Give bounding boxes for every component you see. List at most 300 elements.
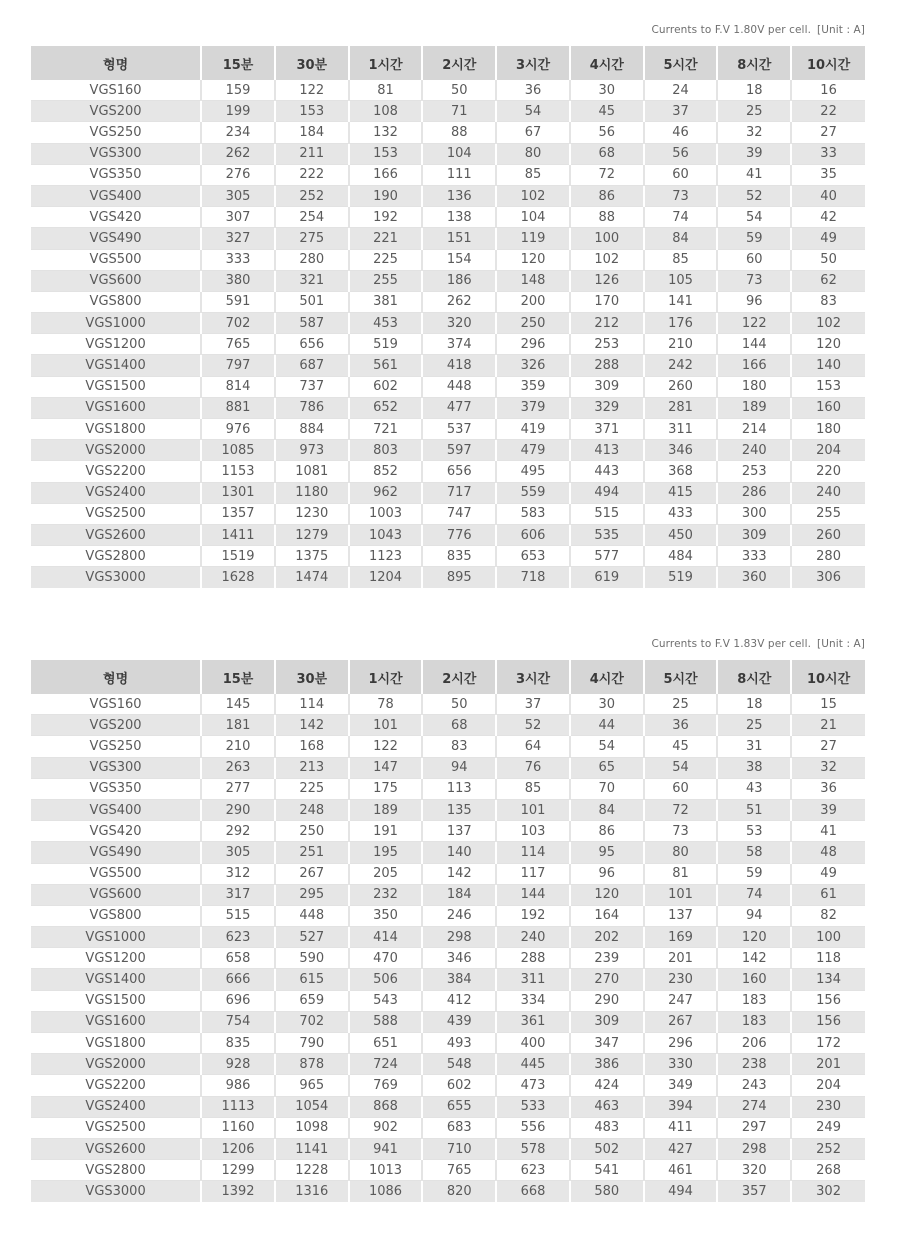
current-cell: 577 xyxy=(570,546,644,567)
caption-text: Currents to F.V 1.83V per cell. xyxy=(651,638,812,650)
current-cell: 35 xyxy=(791,164,865,185)
current-cell: 88 xyxy=(570,207,644,228)
current-cell: 973 xyxy=(275,440,349,461)
unit-label: [Unit : A] xyxy=(817,638,865,650)
model-cell: VGS2200 xyxy=(31,1075,201,1096)
current-cell: 232 xyxy=(349,884,423,905)
model-cell: VGS350 xyxy=(31,164,201,185)
table-row xyxy=(31,821,865,842)
table-row xyxy=(31,80,865,101)
current-cell: 559 xyxy=(496,482,570,503)
current-cell: 852 xyxy=(349,461,423,482)
current-cell: 327 xyxy=(201,228,275,249)
model-cell: VGS1500 xyxy=(31,990,201,1011)
current-cell: 154 xyxy=(422,249,496,270)
current-cell: 96 xyxy=(717,291,791,312)
current-cell: 737 xyxy=(275,376,349,397)
current-cell: 60 xyxy=(644,164,718,185)
current-cell: 895 xyxy=(422,567,496,588)
current-cell: 104 xyxy=(496,207,570,228)
current-cell: 548 xyxy=(422,1054,496,1075)
current-cell: 519 xyxy=(644,567,718,588)
column-header-duration: 10시간 xyxy=(791,660,865,694)
current-cell: 368 xyxy=(644,461,718,482)
current-cell: 347 xyxy=(570,1033,644,1054)
current-cell: 76 xyxy=(496,757,570,778)
current-cell: 1299 xyxy=(201,1160,275,1181)
current-cell: 243 xyxy=(717,1075,791,1096)
current-cell: 668 xyxy=(496,1181,570,1202)
current-cell: 144 xyxy=(717,334,791,355)
current-cell: 156 xyxy=(791,990,865,1011)
current-cell: 240 xyxy=(496,927,570,948)
current-cell: 835 xyxy=(422,546,496,567)
current-cell: 250 xyxy=(496,313,570,334)
current-cell: 56 xyxy=(644,143,718,164)
current-cell: 606 xyxy=(496,524,570,545)
current-cell: 445 xyxy=(496,1054,570,1075)
table-header-row xyxy=(31,660,865,694)
current-cell: 36 xyxy=(644,715,718,736)
current-cell: 754 xyxy=(201,1011,275,1032)
model-cell: VGS500 xyxy=(31,249,201,270)
current-cell: 120 xyxy=(791,334,865,355)
current-cell: 439 xyxy=(422,1011,496,1032)
model-cell: VGS400 xyxy=(31,799,201,820)
current-cell: 73 xyxy=(717,270,791,291)
table-row xyxy=(31,524,865,545)
current-cell: 102 xyxy=(570,249,644,270)
current-cell: 53 xyxy=(717,821,791,842)
current-cell: 473 xyxy=(496,1075,570,1096)
current-cell: 884 xyxy=(275,419,349,440)
current-cell: 659 xyxy=(275,990,349,1011)
current-cell: 70 xyxy=(570,778,644,799)
current-cell: 82 xyxy=(791,905,865,926)
current-cell: 72 xyxy=(570,164,644,185)
current-cell: 137 xyxy=(422,821,496,842)
current-cell: 136 xyxy=(422,185,496,206)
current-cell: 242 xyxy=(644,355,718,376)
current-cell: 159 xyxy=(201,80,275,101)
current-cell: 260 xyxy=(791,524,865,545)
current-cell: 65 xyxy=(570,757,644,778)
table-row xyxy=(31,503,865,524)
current-cell: 137 xyxy=(644,905,718,926)
current-cell: 718 xyxy=(496,567,570,588)
current-cell: 587 xyxy=(275,313,349,334)
current-cell: 976 xyxy=(201,419,275,440)
current-cell: 450 xyxy=(644,524,718,545)
column-header-duration: 2시간 xyxy=(422,46,496,80)
current-cell: 138 xyxy=(422,207,496,228)
current-cell: 619 xyxy=(570,567,644,588)
current-cell: 16 xyxy=(791,80,865,101)
current-cell: 580 xyxy=(570,1181,644,1202)
current-cell: 37 xyxy=(644,101,718,122)
current-cell: 1003 xyxy=(349,503,423,524)
current-cell: 578 xyxy=(496,1138,570,1159)
model-cell: VGS160 xyxy=(31,80,201,101)
current-cell: 1081 xyxy=(275,461,349,482)
current-cell: 240 xyxy=(717,440,791,461)
current-cell: 52 xyxy=(717,185,791,206)
current-cell: 81 xyxy=(644,863,718,884)
current-cell: 288 xyxy=(570,355,644,376)
current-cell: 214 xyxy=(717,419,791,440)
current-cell: 189 xyxy=(349,799,423,820)
current-cell: 222 xyxy=(275,164,349,185)
current-cell: 1098 xyxy=(275,1117,349,1138)
current-cell: 658 xyxy=(201,948,275,969)
current-cell: 83 xyxy=(422,736,496,757)
current-cell: 1228 xyxy=(275,1160,349,1181)
model-cell: VGS250 xyxy=(31,736,201,757)
current-cell: 591 xyxy=(201,291,275,312)
table-row xyxy=(31,291,865,312)
current-cell: 533 xyxy=(496,1096,570,1117)
model-cell: VGS350 xyxy=(31,778,201,799)
current-cell: 797 xyxy=(201,355,275,376)
current-cell: 298 xyxy=(717,1138,791,1159)
current-cell: 543 xyxy=(349,990,423,1011)
current-cell: 212 xyxy=(570,313,644,334)
model-cell: VGS300 xyxy=(31,757,201,778)
current-cell: 280 xyxy=(275,249,349,270)
model-cell: VGS1600 xyxy=(31,397,201,418)
current-cell: 39 xyxy=(791,799,865,820)
current-cell: 288 xyxy=(496,948,570,969)
current-cell: 1054 xyxy=(275,1096,349,1117)
current-cell: 320 xyxy=(717,1160,791,1181)
current-cell: 769 xyxy=(349,1075,423,1096)
current-cell: 201 xyxy=(644,948,718,969)
current-cell: 86 xyxy=(570,821,644,842)
current-cell: 31 xyxy=(717,736,791,757)
model-cell: VGS420 xyxy=(31,821,201,842)
current-cell: 270 xyxy=(570,969,644,990)
current-cell: 120 xyxy=(570,884,644,905)
current-cell: 419 xyxy=(496,419,570,440)
table-row xyxy=(31,143,865,164)
current-cell: 72 xyxy=(644,799,718,820)
current-cell: 835 xyxy=(201,1033,275,1054)
current-cell: 32 xyxy=(791,757,865,778)
current-cell: 346 xyxy=(422,948,496,969)
current-cell: 239 xyxy=(570,948,644,969)
current-cell: 333 xyxy=(201,249,275,270)
current-cell: 151 xyxy=(422,228,496,249)
current-cell: 49 xyxy=(791,863,865,884)
model-cell: VGS800 xyxy=(31,905,201,926)
model-cell: VGS2400 xyxy=(31,1096,201,1117)
current-cell: 384 xyxy=(422,969,496,990)
current-cell: 306 xyxy=(791,567,865,588)
current-cell: 246 xyxy=(422,905,496,926)
table-row xyxy=(31,1181,865,1202)
current-cell: 277 xyxy=(201,778,275,799)
table-row xyxy=(31,736,865,757)
model-cell: VGS1400 xyxy=(31,355,201,376)
current-cell: 36 xyxy=(496,80,570,101)
model-cell: VGS2500 xyxy=(31,503,201,524)
current-cell: 172 xyxy=(791,1033,865,1054)
current-cell: 108 xyxy=(349,101,423,122)
model-cell: VGS490 xyxy=(31,228,201,249)
current-cell: 527 xyxy=(275,927,349,948)
current-cell: 653 xyxy=(496,546,570,567)
current-cell: 60 xyxy=(717,249,791,270)
model-cell: VGS800 xyxy=(31,291,201,312)
current-cell: 102 xyxy=(496,185,570,206)
current-cell: 101 xyxy=(349,715,423,736)
current-cell: 535 xyxy=(570,524,644,545)
current-cell: 73 xyxy=(644,821,718,842)
current-cell: 32 xyxy=(717,122,791,143)
current-cell: 142 xyxy=(275,715,349,736)
current-cell: 30 xyxy=(570,694,644,715)
current-cell: 160 xyxy=(791,397,865,418)
current-cell: 255 xyxy=(349,270,423,291)
current-cell: 359 xyxy=(496,376,570,397)
current-cell: 186 xyxy=(422,270,496,291)
model-cell: VGS1800 xyxy=(31,1033,201,1054)
current-cell: 50 xyxy=(422,80,496,101)
discharge-table-1-83v xyxy=(31,634,865,1202)
current-cell: 361 xyxy=(496,1011,570,1032)
current-cell: 349 xyxy=(644,1075,718,1096)
current-cell: 104 xyxy=(422,143,496,164)
current-cell: 1474 xyxy=(275,567,349,588)
current-cell: 292 xyxy=(201,821,275,842)
current-cell: 413 xyxy=(570,440,644,461)
table-row xyxy=(31,799,865,820)
current-cell: 274 xyxy=(717,1096,791,1117)
current-cell: 878 xyxy=(275,1054,349,1075)
current-cell: 46 xyxy=(644,122,718,143)
current-cell: 275 xyxy=(275,228,349,249)
column-header-model: 형명 xyxy=(31,660,201,694)
table-row xyxy=(31,546,865,567)
current-cell: 461 xyxy=(644,1160,718,1181)
current-cell: 263 xyxy=(201,757,275,778)
current-cell: 519 xyxy=(349,334,423,355)
current-cell: 255 xyxy=(791,503,865,524)
current-cell: 868 xyxy=(349,1096,423,1117)
current-cell: 83 xyxy=(791,291,865,312)
current-cell: 18 xyxy=(717,80,791,101)
current-table xyxy=(31,46,865,588)
model-cell: VGS3000 xyxy=(31,1181,201,1202)
current-cell: 56 xyxy=(570,122,644,143)
current-cell: 501 xyxy=(275,291,349,312)
current-cell: 144 xyxy=(496,884,570,905)
current-cell: 556 xyxy=(496,1117,570,1138)
current-cell: 1013 xyxy=(349,1160,423,1181)
current-cell: 305 xyxy=(201,842,275,863)
current-cell: 386 xyxy=(570,1054,644,1075)
table-caption xyxy=(31,634,865,660)
current-cell: 33 xyxy=(791,143,865,164)
current-cell: 166 xyxy=(349,164,423,185)
current-cell: 541 xyxy=(570,1160,644,1181)
table-row xyxy=(31,397,865,418)
current-cell: 220 xyxy=(791,461,865,482)
model-cell: VGS300 xyxy=(31,143,201,164)
current-cell: 84 xyxy=(644,228,718,249)
current-cell: 1204 xyxy=(349,567,423,588)
table-row xyxy=(31,185,865,206)
column-header-duration: 5시간 xyxy=(644,660,718,694)
model-cell: VGS2500 xyxy=(31,1117,201,1138)
current-cell: 411 xyxy=(644,1117,718,1138)
current-cell: 307 xyxy=(201,207,275,228)
table-row xyxy=(31,948,865,969)
current-cell: 54 xyxy=(496,101,570,122)
current-cell: 190 xyxy=(349,185,423,206)
current-cell: 687 xyxy=(275,355,349,376)
table-row xyxy=(31,715,865,736)
current-cell: 962 xyxy=(349,482,423,503)
current-cell: 250 xyxy=(275,821,349,842)
column-header-duration: 5시간 xyxy=(644,46,718,80)
table-row xyxy=(31,334,865,355)
current-cell: 25 xyxy=(644,694,718,715)
current-cell: 153 xyxy=(349,143,423,164)
current-cell: 51 xyxy=(717,799,791,820)
table-row xyxy=(31,1075,865,1096)
current-cell: 176 xyxy=(644,313,718,334)
current-cell: 494 xyxy=(570,482,644,503)
current-cell: 183 xyxy=(717,990,791,1011)
current-cell: 105 xyxy=(644,270,718,291)
current-cell: 346 xyxy=(644,440,718,461)
current-cell: 74 xyxy=(644,207,718,228)
model-cell: VGS1600 xyxy=(31,1011,201,1032)
current-cell: 477 xyxy=(422,397,496,418)
current-cell: 25 xyxy=(717,101,791,122)
table-row xyxy=(31,270,865,291)
current-cell: 156 xyxy=(791,1011,865,1032)
current-cell: 597 xyxy=(422,440,496,461)
current-cell: 276 xyxy=(201,164,275,185)
model-cell: VGS400 xyxy=(31,185,201,206)
current-cell: 42 xyxy=(791,207,865,228)
table-row xyxy=(31,1117,865,1138)
current-cell: 424 xyxy=(570,1075,644,1096)
current-cell: 561 xyxy=(349,355,423,376)
model-cell: VGS1400 xyxy=(31,969,201,990)
current-cell: 298 xyxy=(422,927,496,948)
current-cell: 412 xyxy=(422,990,496,1011)
current-cell: 1153 xyxy=(201,461,275,482)
current-cell: 122 xyxy=(717,313,791,334)
model-cell: VGS600 xyxy=(31,884,201,905)
current-cell: 666 xyxy=(201,969,275,990)
current-cell: 164 xyxy=(570,905,644,926)
table-row xyxy=(31,863,865,884)
current-cell: 1279 xyxy=(275,524,349,545)
current-cell: 453 xyxy=(349,313,423,334)
table-row xyxy=(31,990,865,1011)
model-cell: VGS3000 xyxy=(31,567,201,588)
current-cell: 202 xyxy=(570,927,644,948)
current-cell: 321 xyxy=(275,270,349,291)
current-cell: 230 xyxy=(644,969,718,990)
current-cell: 311 xyxy=(496,969,570,990)
current-cell: 652 xyxy=(349,397,423,418)
current-cell: 134 xyxy=(791,969,865,990)
current-cell: 286 xyxy=(717,482,791,503)
current-cell: 85 xyxy=(644,249,718,270)
current-cell: 414 xyxy=(349,927,423,948)
current-cell: 60 xyxy=(644,778,718,799)
current-cell: 74 xyxy=(717,884,791,905)
current-cell: 68 xyxy=(422,715,496,736)
column-header-duration: 30분 xyxy=(275,660,349,694)
current-cell: 655 xyxy=(422,1096,496,1117)
current-cell: 651 xyxy=(349,1033,423,1054)
current-cell: 238 xyxy=(717,1054,791,1075)
current-cell: 80 xyxy=(496,143,570,164)
current-cell: 380 xyxy=(201,270,275,291)
current-cell: 15 xyxy=(791,694,865,715)
current-cell: 48 xyxy=(791,842,865,863)
current-cell: 210 xyxy=(644,334,718,355)
current-cell: 1375 xyxy=(275,546,349,567)
column-header-duration: 4시간 xyxy=(570,46,644,80)
current-cell: 1519 xyxy=(201,546,275,567)
current-cell: 1043 xyxy=(349,524,423,545)
table-row xyxy=(31,164,865,185)
current-cell: 374 xyxy=(422,334,496,355)
table-caption xyxy=(31,20,865,46)
column-header-duration: 3시간 xyxy=(496,46,570,80)
current-cell: 61 xyxy=(791,884,865,905)
model-cell: VGS2800 xyxy=(31,546,201,567)
current-cell: 71 xyxy=(422,101,496,122)
model-cell: VGS1000 xyxy=(31,927,201,948)
table-row xyxy=(31,122,865,143)
current-cell: 588 xyxy=(349,1011,423,1032)
current-cell: 260 xyxy=(644,376,718,397)
current-cell: 25 xyxy=(717,715,791,736)
current-cell: 262 xyxy=(201,143,275,164)
current-cell: 84 xyxy=(570,799,644,820)
current-cell: 145 xyxy=(201,694,275,715)
current-cell: 515 xyxy=(201,905,275,926)
model-cell: VGS1000 xyxy=(31,313,201,334)
current-cell: 68 xyxy=(570,143,644,164)
current-cell: 717 xyxy=(422,482,496,503)
table-row xyxy=(31,313,865,334)
current-cell: 122 xyxy=(275,80,349,101)
current-cell: 141 xyxy=(644,291,718,312)
current-cell: 928 xyxy=(201,1054,275,1075)
current-cell: 249 xyxy=(791,1117,865,1138)
current-cell: 300 xyxy=(717,503,791,524)
current-cell: 40 xyxy=(791,185,865,206)
current-cell: 290 xyxy=(201,799,275,820)
current-cell: 312 xyxy=(201,863,275,884)
current-cell: 102 xyxy=(791,313,865,334)
current-cell: 400 xyxy=(496,1033,570,1054)
model-cell: VGS420 xyxy=(31,207,201,228)
table-row xyxy=(31,757,865,778)
current-cell: 210 xyxy=(201,736,275,757)
current-cell: 495 xyxy=(496,461,570,482)
current-cell: 201 xyxy=(791,1054,865,1075)
